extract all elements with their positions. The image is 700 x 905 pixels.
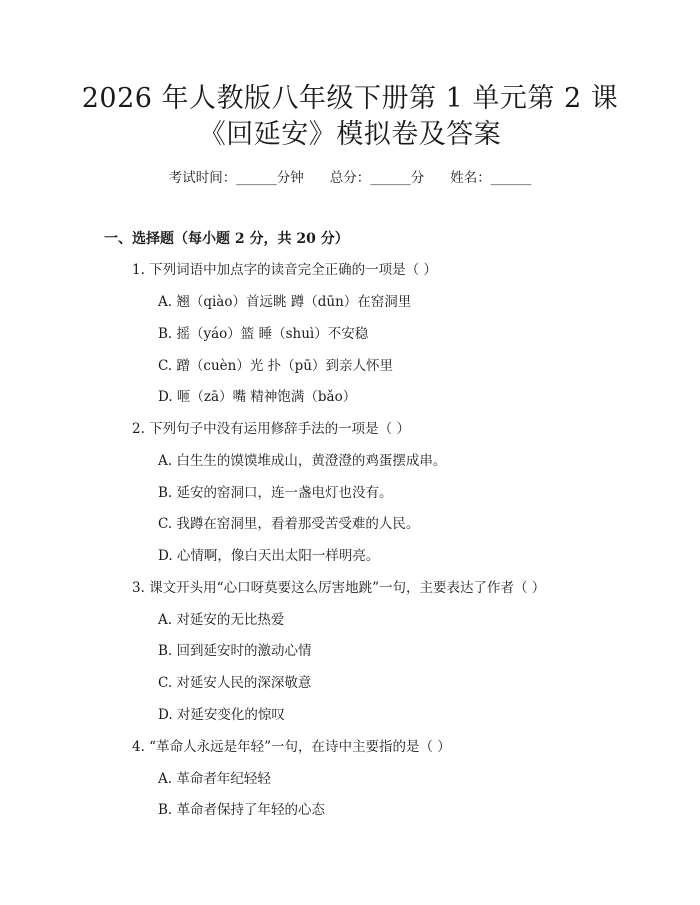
question-2-stem: 2. 下列句子中没有运用修辞手法的一项是（ ）	[132, 421, 410, 437]
question-2-option-a: A. 白生生的馍馍堆成山，黄澄澄的鸡蛋摆成串。	[158, 453, 447, 469]
question-2-option-d: D. 心情啊，像白天出太阳一样明亮。	[158, 548, 380, 564]
question-4-option-a: A. 革命者年纪轻轻	[158, 771, 271, 787]
exam-info	[0, 169, 700, 187]
question-3-stem: 3. 课文开头用“心口呀莫要这么厉害地跳”一句，主要表达了作者（ ）	[132, 580, 546, 596]
exam-title-line1: 2026 年人教版八年级下册第 1 单元第 2 课	[81, 83, 619, 114]
section-heading-choice: 一、选择题（每小题 2 分，共 20 分）	[104, 231, 349, 247]
question-3-option-a: A. 对延安的无比热爱	[158, 612, 285, 628]
question-1-option-a: A. 翘（qiào）首远眺 蹲（dūn）在窑洞里	[158, 294, 412, 310]
question-1-stem: 1. 下列词语中加点字的读音完全正确的一项是（ ）	[132, 262, 437, 278]
exam-time-field: 考试时间：______分钟	[168, 170, 304, 186]
question-3-option-b: B. 回到延安时的激动心情	[158, 643, 312, 659]
student-name-field: 姓名：______	[450, 170, 532, 186]
question-4-stem: 4. “革命人永远是年轻”一句，在诗中主要指的是（ ）	[132, 739, 451, 755]
question-2-option-b: B. 延安的窑洞口，连一盏电灯也没有。	[158, 485, 393, 501]
exam-title-line2: 《回延安》模拟卷及答案	[198, 119, 502, 150]
question-1-option-c: C. 蹭（cuèn）光 扑（pū）到亲人怀里	[158, 358, 393, 374]
question-3-option-c: C. 对延安人民的深深敬意	[158, 675, 312, 691]
question-4-option-b: B. 革命者保持了年轻的心态	[158, 802, 326, 818]
question-2-option-c: C. 我蹲在窑洞里，看着那受苦受难的人民。	[158, 516, 420, 532]
total-score-field: 总分：______分	[329, 170, 425, 186]
question-3-option-d: D. 对延安变化的惊叹	[158, 707, 285, 723]
question-1-option-d: D. 咂（zā）嘴 精神饱满（bǎo）	[158, 389, 357, 405]
question-1-option-b: B. 摇（yáo）篮 睡（shuì）不安稳	[158, 326, 369, 342]
